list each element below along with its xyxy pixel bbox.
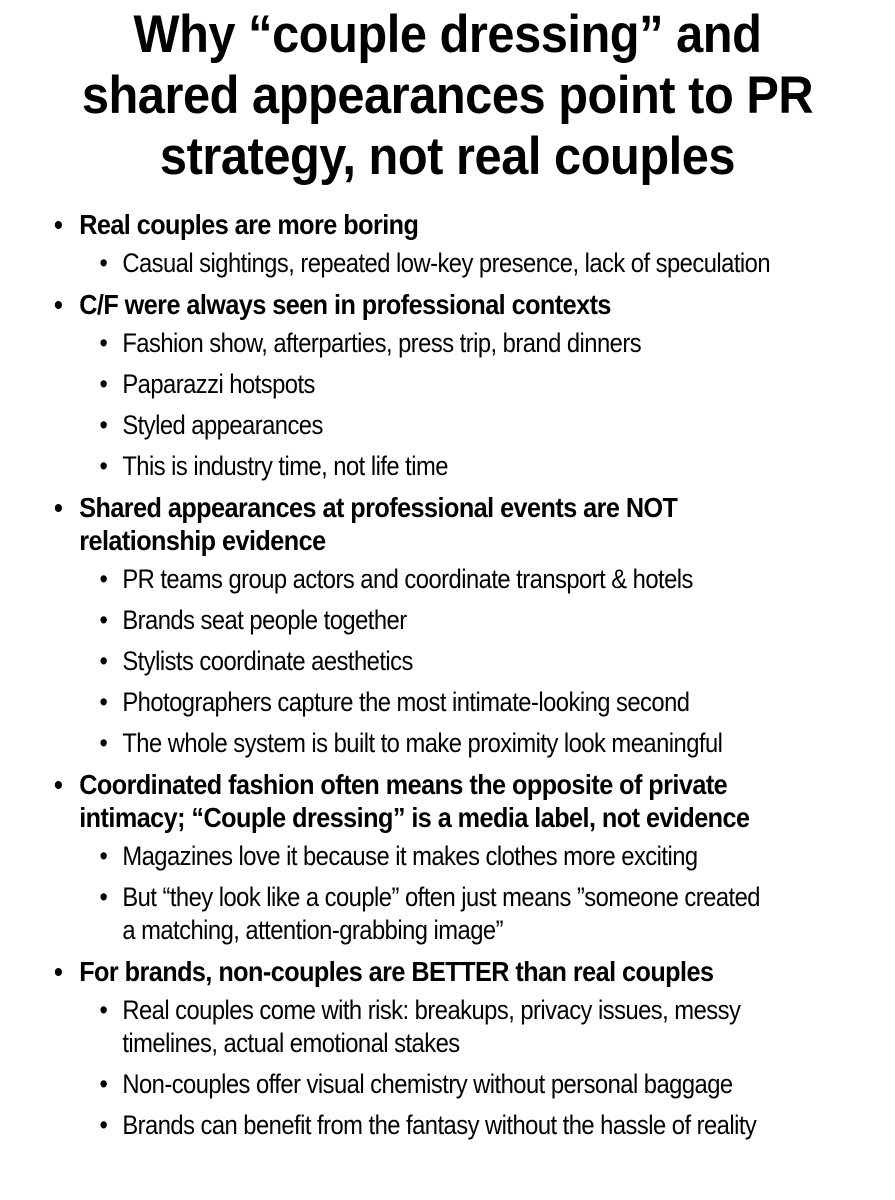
bullet-dot: • [99,605,108,635]
list-item [0,450,788,483]
list-item-text: This is industry time, not life time [122,451,448,481]
list-item [0,1068,788,1101]
bullet-dot: • [99,564,108,594]
list-item-text: Paparazzi hotspots [122,369,315,399]
bullet-dot: • [99,841,108,871]
list-item-text: PR teams group actors and coordinate transport & hotels [122,564,693,594]
bullet-dot: • [99,646,108,676]
list-item-text-line-2: a matching, attention-grabbing image” [122,915,503,945]
list-item [0,994,788,1060]
list-item-text: Fashion show, afterparties, press trip, brand dinners [122,328,642,358]
bullet-dot: • [54,289,63,320]
list-item-text-line-1: But “they look like a couple” often just means ”someone created [122,882,760,912]
list-item-text: Magazines love it because it makes clothes more exciting [122,841,698,871]
main-bullet [0,768,806,834]
sub-list [0,327,895,483]
section-heading-line-1: Coordinated fashion often means the opposite of private [79,769,728,800]
list-item [0,368,788,401]
bullet-dot: • [99,687,108,717]
bullet-dot: • [99,1110,108,1140]
bullet-sections [0,208,895,1150]
section-heading-line-1: Shared appearances at professional events are NOT [79,492,678,523]
bullet-dot: • [99,410,108,440]
list-item [0,645,788,678]
section-heading: C/F were always seen in professional contexts [79,289,611,320]
bullet-dot: • [99,1069,108,1099]
bullet-dot: • [99,248,108,278]
list-item-text: Stylists coordinate aesthetics [122,646,413,676]
main-bullet [0,955,806,988]
list-item-text: Styled appearances [122,410,323,440]
list-item [0,881,788,947]
list-item [0,327,788,360]
bullet-dot: • [99,728,108,758]
list-item [0,686,788,719]
bullet-dot: • [54,769,63,800]
bullet-dot: • [54,492,63,523]
bullet-dot: • [54,209,63,240]
section-real-couples [0,208,895,280]
title-line-2: shared appearances point to PR [81,66,814,125]
section-brands [0,955,895,1142]
sub-list [0,994,895,1142]
bullet-dot: • [99,882,108,912]
bullet-dot: • [54,956,63,987]
list-item-text: Non-couples offer visual chemistry without personal baggage [122,1069,733,1099]
bullet-dot: • [99,369,108,399]
main-bullet [0,491,806,557]
sub-list [0,247,895,280]
list-item-text-line-1: Real couples come with risk: breakups, privacy issues, messy [122,995,741,1025]
main-bullet [0,288,806,321]
list-item [0,409,788,442]
section-heading: Real couples are more boring [79,209,419,240]
section-shared-appearances [0,491,895,760]
list-item-text: Brands seat people together [122,605,407,635]
sub-list [0,563,895,760]
bullet-dot: • [99,995,108,1025]
section-heading: For brands, non-couples are BETTER than real couples [79,956,714,987]
bullet-dot: • [99,328,108,358]
section-coordinated-fashion [0,768,895,947]
list-item [0,727,788,760]
list-item-text: Brands can benefit from the fantasy without the hassle of reality [122,1110,757,1140]
section-professional-contexts [0,288,895,483]
slide-title [36,0,859,187]
list-item [0,604,788,637]
title-line-1: Why “couple dressing” and [133,5,762,64]
title-line-3: strategy, not real couples [159,127,736,186]
section-heading-line-2: intimacy; “Couple dressing” is a media label, not evidence [79,802,750,833]
main-bullet [0,208,806,241]
sub-list [0,840,895,947]
list-item-text: The whole system is built to make proximity look meaningful [122,728,723,758]
list-item-text-line-2: timelines, actual emotional stakes [122,1028,460,1058]
list-item [0,840,788,873]
list-item [0,1109,788,1142]
list-item-text: Photographers capture the most intimate-looking second [122,687,690,717]
list-item [0,247,788,280]
list-item [0,563,788,596]
bullet-dot: • [99,451,108,481]
list-item-text: Casual sightings, repeated low-key presence, lack of speculation [122,248,771,278]
section-heading-line-2: relationship evidence [79,525,326,556]
